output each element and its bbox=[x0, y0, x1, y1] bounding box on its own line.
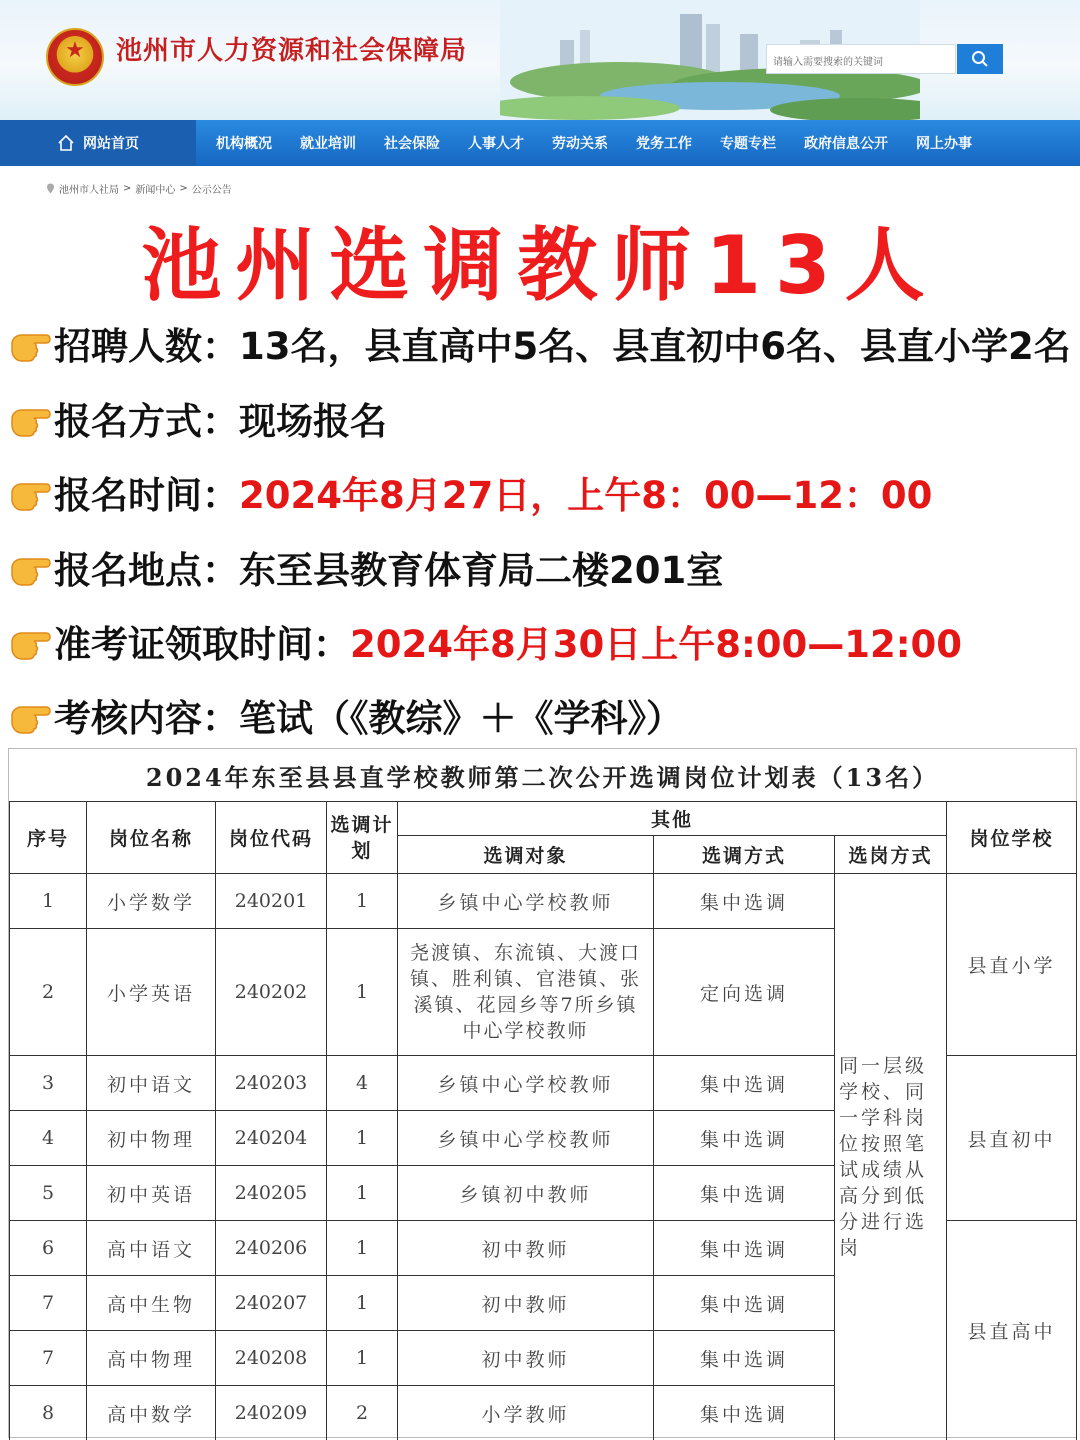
info-label: 考核内容： bbox=[54, 697, 239, 740]
cell-method: 集中选调 bbox=[654, 1386, 835, 1440]
search-icon bbox=[971, 50, 989, 68]
cell-seq: 3 bbox=[10, 1056, 87, 1111]
cell-post-code: 240204 bbox=[216, 1111, 327, 1166]
info-value: 2024年8月30日上午8:00—12:00 bbox=[350, 623, 963, 666]
cell-seq: 8 bbox=[10, 1386, 87, 1440]
breadcrumb-separator: > bbox=[123, 183, 132, 194]
national-emblem-icon: ★ bbox=[46, 28, 104, 86]
cell-plan: 1 bbox=[327, 1111, 398, 1166]
search-button[interactable] bbox=[957, 44, 1003, 74]
cell-post-name: 高中语文 bbox=[87, 1221, 216, 1276]
cell-post-code: 240202 bbox=[216, 929, 327, 1056]
cell-target: 乡镇中心学校教师 bbox=[398, 1111, 654, 1166]
main-nav bbox=[0, 120, 1080, 166]
cell-assign-method: 同一层级学校、同一学科岗位按照笔试成绩从高分到低分进行选岗 bbox=[835, 874, 947, 1440]
nav-item-employment[interactable]: 就业培训 bbox=[300, 136, 356, 152]
pointing-hand-icon bbox=[8, 618, 54, 664]
cell-plan: 4 bbox=[327, 1056, 398, 1111]
nav-item-special-topics[interactable]: 专题专栏 bbox=[720, 136, 776, 152]
cell-plan: 1 bbox=[327, 874, 398, 929]
cell-post-code: 240207 bbox=[216, 1276, 327, 1331]
cell-school: 县直小学 bbox=[947, 874, 1077, 1056]
cell-method: 集中选调 bbox=[654, 1056, 835, 1111]
cell-plan: 1 bbox=[327, 1166, 398, 1221]
table-row bbox=[10, 874, 1077, 929]
cell-post-name: 高中数学 bbox=[87, 1386, 216, 1440]
nav-home-label: 网站首页 bbox=[83, 136, 139, 152]
nav-item-online-services[interactable]: 网上办事 bbox=[916, 136, 972, 152]
info-label: 报名方式： bbox=[54, 400, 239, 443]
table-title: 2024年东至县县直学校教师第二次公开选调岗位计划表（13名） bbox=[145, 763, 940, 792]
breadcrumb-item-home[interactable]: 池州市人社局 bbox=[59, 185, 119, 196]
cell-post-name: 高中物理 bbox=[87, 1331, 216, 1386]
cell-seq: 1 bbox=[10, 874, 87, 929]
nav-item-about[interactable]: 机构概况 bbox=[216, 136, 272, 152]
cell-post-name: 初中英语 bbox=[87, 1166, 216, 1221]
header-target: 选调对象 bbox=[398, 836, 654, 874]
info-value: 东至县教育体育局二楼201室 bbox=[239, 549, 724, 592]
header-seq: 序号 bbox=[10, 802, 87, 874]
cell-post-code: 240209 bbox=[216, 1386, 327, 1440]
cell-plan: 1 bbox=[327, 929, 398, 1056]
info-line bbox=[8, 685, 1078, 745]
cell-post-name: 小学英语 bbox=[87, 929, 216, 1056]
pointing-hand-icon bbox=[8, 320, 54, 366]
home-icon bbox=[57, 134, 75, 152]
info-label: 招聘人数： bbox=[54, 325, 239, 368]
cell-school: 县直初中 bbox=[947, 1056, 1077, 1221]
nav-item-labor-relations[interactable]: 劳动关系 bbox=[552, 136, 608, 152]
cell-method: 集中选调 bbox=[654, 1221, 835, 1276]
cell-method: 定向选调 bbox=[654, 929, 835, 1056]
page-headline: 池州选调教师13人 bbox=[141, 219, 939, 312]
cell-plan: 1 bbox=[327, 1221, 398, 1276]
nav-item-gov-info[interactable]: 政府信息公开 bbox=[804, 136, 888, 152]
breadcrumb-item-notices[interactable]: 公示公告 bbox=[191, 185, 232, 196]
site-header-banner bbox=[0, 0, 1080, 120]
cell-method: 集中选调 bbox=[654, 1166, 835, 1221]
info-value: 现场报名 bbox=[239, 400, 387, 443]
nav-item-party-affairs[interactable]: 党务工作 bbox=[636, 136, 692, 152]
pointing-hand-icon bbox=[8, 469, 54, 515]
header-plan: 选调计划 bbox=[327, 802, 398, 874]
cell-method: 集中选调 bbox=[654, 1111, 835, 1166]
cell-plan: 1 bbox=[327, 1331, 398, 1386]
cell-method: 集中选调 bbox=[654, 1276, 835, 1331]
cell-post-code: 240201 bbox=[216, 874, 327, 929]
info-label: 准考证领取时间： bbox=[54, 623, 350, 666]
nav-item-social-insurance[interactable]: 社会保险 bbox=[384, 136, 440, 152]
cell-target: 乡镇中心学校教师 bbox=[398, 1056, 654, 1111]
cell-plan: 2 bbox=[327, 1386, 398, 1440]
cell-school: 县直高中 bbox=[947, 1221, 1077, 1440]
cell-target: 初中教师 bbox=[398, 1221, 654, 1276]
info-value: 13名，县直高中5名、县直初中6名、县直小学2名 bbox=[239, 325, 1071, 368]
cell-seq: 5 bbox=[10, 1166, 87, 1221]
cell-seq: 6 bbox=[10, 1221, 87, 1276]
cell-post-name: 小学数学 bbox=[87, 874, 216, 929]
header-other: 其他 bbox=[398, 802, 947, 836]
info-value: 2024年8月27日，上午8：00—12：00 bbox=[239, 474, 933, 517]
cell-target: 乡镇初中教师 bbox=[398, 1166, 654, 1221]
cell-post-name: 初中物理 bbox=[87, 1111, 216, 1166]
pointing-hand-icon bbox=[8, 544, 54, 590]
cell-method: 集中选调 bbox=[654, 874, 835, 929]
position-plan-table bbox=[9, 801, 1077, 1440]
cell-seq: 7 bbox=[10, 1276, 87, 1331]
cell-post-code: 240206 bbox=[216, 1221, 327, 1276]
info-line bbox=[8, 537, 1078, 597]
breadcrumb bbox=[46, 181, 232, 196]
cell-post-code: 240205 bbox=[216, 1166, 327, 1221]
info-line bbox=[8, 388, 1078, 448]
header-method: 选调方式 bbox=[654, 836, 835, 874]
cell-method: 集中选调 bbox=[654, 1331, 835, 1386]
pointing-hand-icon bbox=[8, 692, 54, 738]
info-label: 报名时间： bbox=[54, 474, 239, 517]
site-name[interactable]: 池州市人力资源和社会保障局 bbox=[116, 36, 468, 66]
header-post-code: 岗位代码 bbox=[216, 802, 327, 874]
nav-item-personnel[interactable]: 人事人才 bbox=[468, 136, 524, 152]
cell-target: 尧渡镇、东流镇、大渡口镇、胜利镇、官港镇、张溪镇、花园乡等7所乡镇中心学校教师 bbox=[398, 929, 654, 1056]
header-assign: 选岗方式 bbox=[835, 836, 947, 874]
header-post-name: 岗位名称 bbox=[87, 802, 216, 874]
info-line bbox=[8, 462, 1078, 522]
cell-post-name: 高中生物 bbox=[87, 1276, 216, 1331]
info-value: 笔试（《教综》＋《学科》） bbox=[239, 697, 683, 740]
cell-target: 初中教师 bbox=[398, 1276, 654, 1331]
position-plan-table-card bbox=[8, 748, 1077, 1438]
info-label: 报名地点： bbox=[54, 549, 239, 592]
cell-seq: 4 bbox=[10, 1111, 87, 1166]
cell-target: 乡镇中心学校教师 bbox=[398, 874, 654, 929]
info-line bbox=[8, 611, 1078, 671]
nav-home[interactable] bbox=[0, 120, 196, 166]
pointing-hand-icon bbox=[8, 395, 54, 441]
cell-plan: 1 bbox=[327, 1276, 398, 1331]
search-input[interactable]: 请输入需要搜索的关键词 bbox=[766, 44, 956, 74]
cell-target: 小学教师 bbox=[398, 1386, 654, 1440]
cell-seq: 2 bbox=[10, 929, 87, 1056]
cell-post-code: 240203 bbox=[216, 1056, 327, 1111]
location-pin-icon bbox=[46, 183, 55, 194]
info-line bbox=[8, 313, 1078, 373]
cell-target: 初中教师 bbox=[398, 1331, 654, 1386]
cell-post-code: 240208 bbox=[216, 1331, 327, 1386]
header-school: 岗位学校 bbox=[947, 802, 1077, 874]
cell-post-name: 初中语文 bbox=[87, 1056, 216, 1111]
cell-seq: 7 bbox=[10, 1331, 87, 1386]
breadcrumb-item-news[interactable]: 新闻中心 bbox=[135, 185, 176, 196]
breadcrumb-separator: > bbox=[179, 183, 188, 194]
